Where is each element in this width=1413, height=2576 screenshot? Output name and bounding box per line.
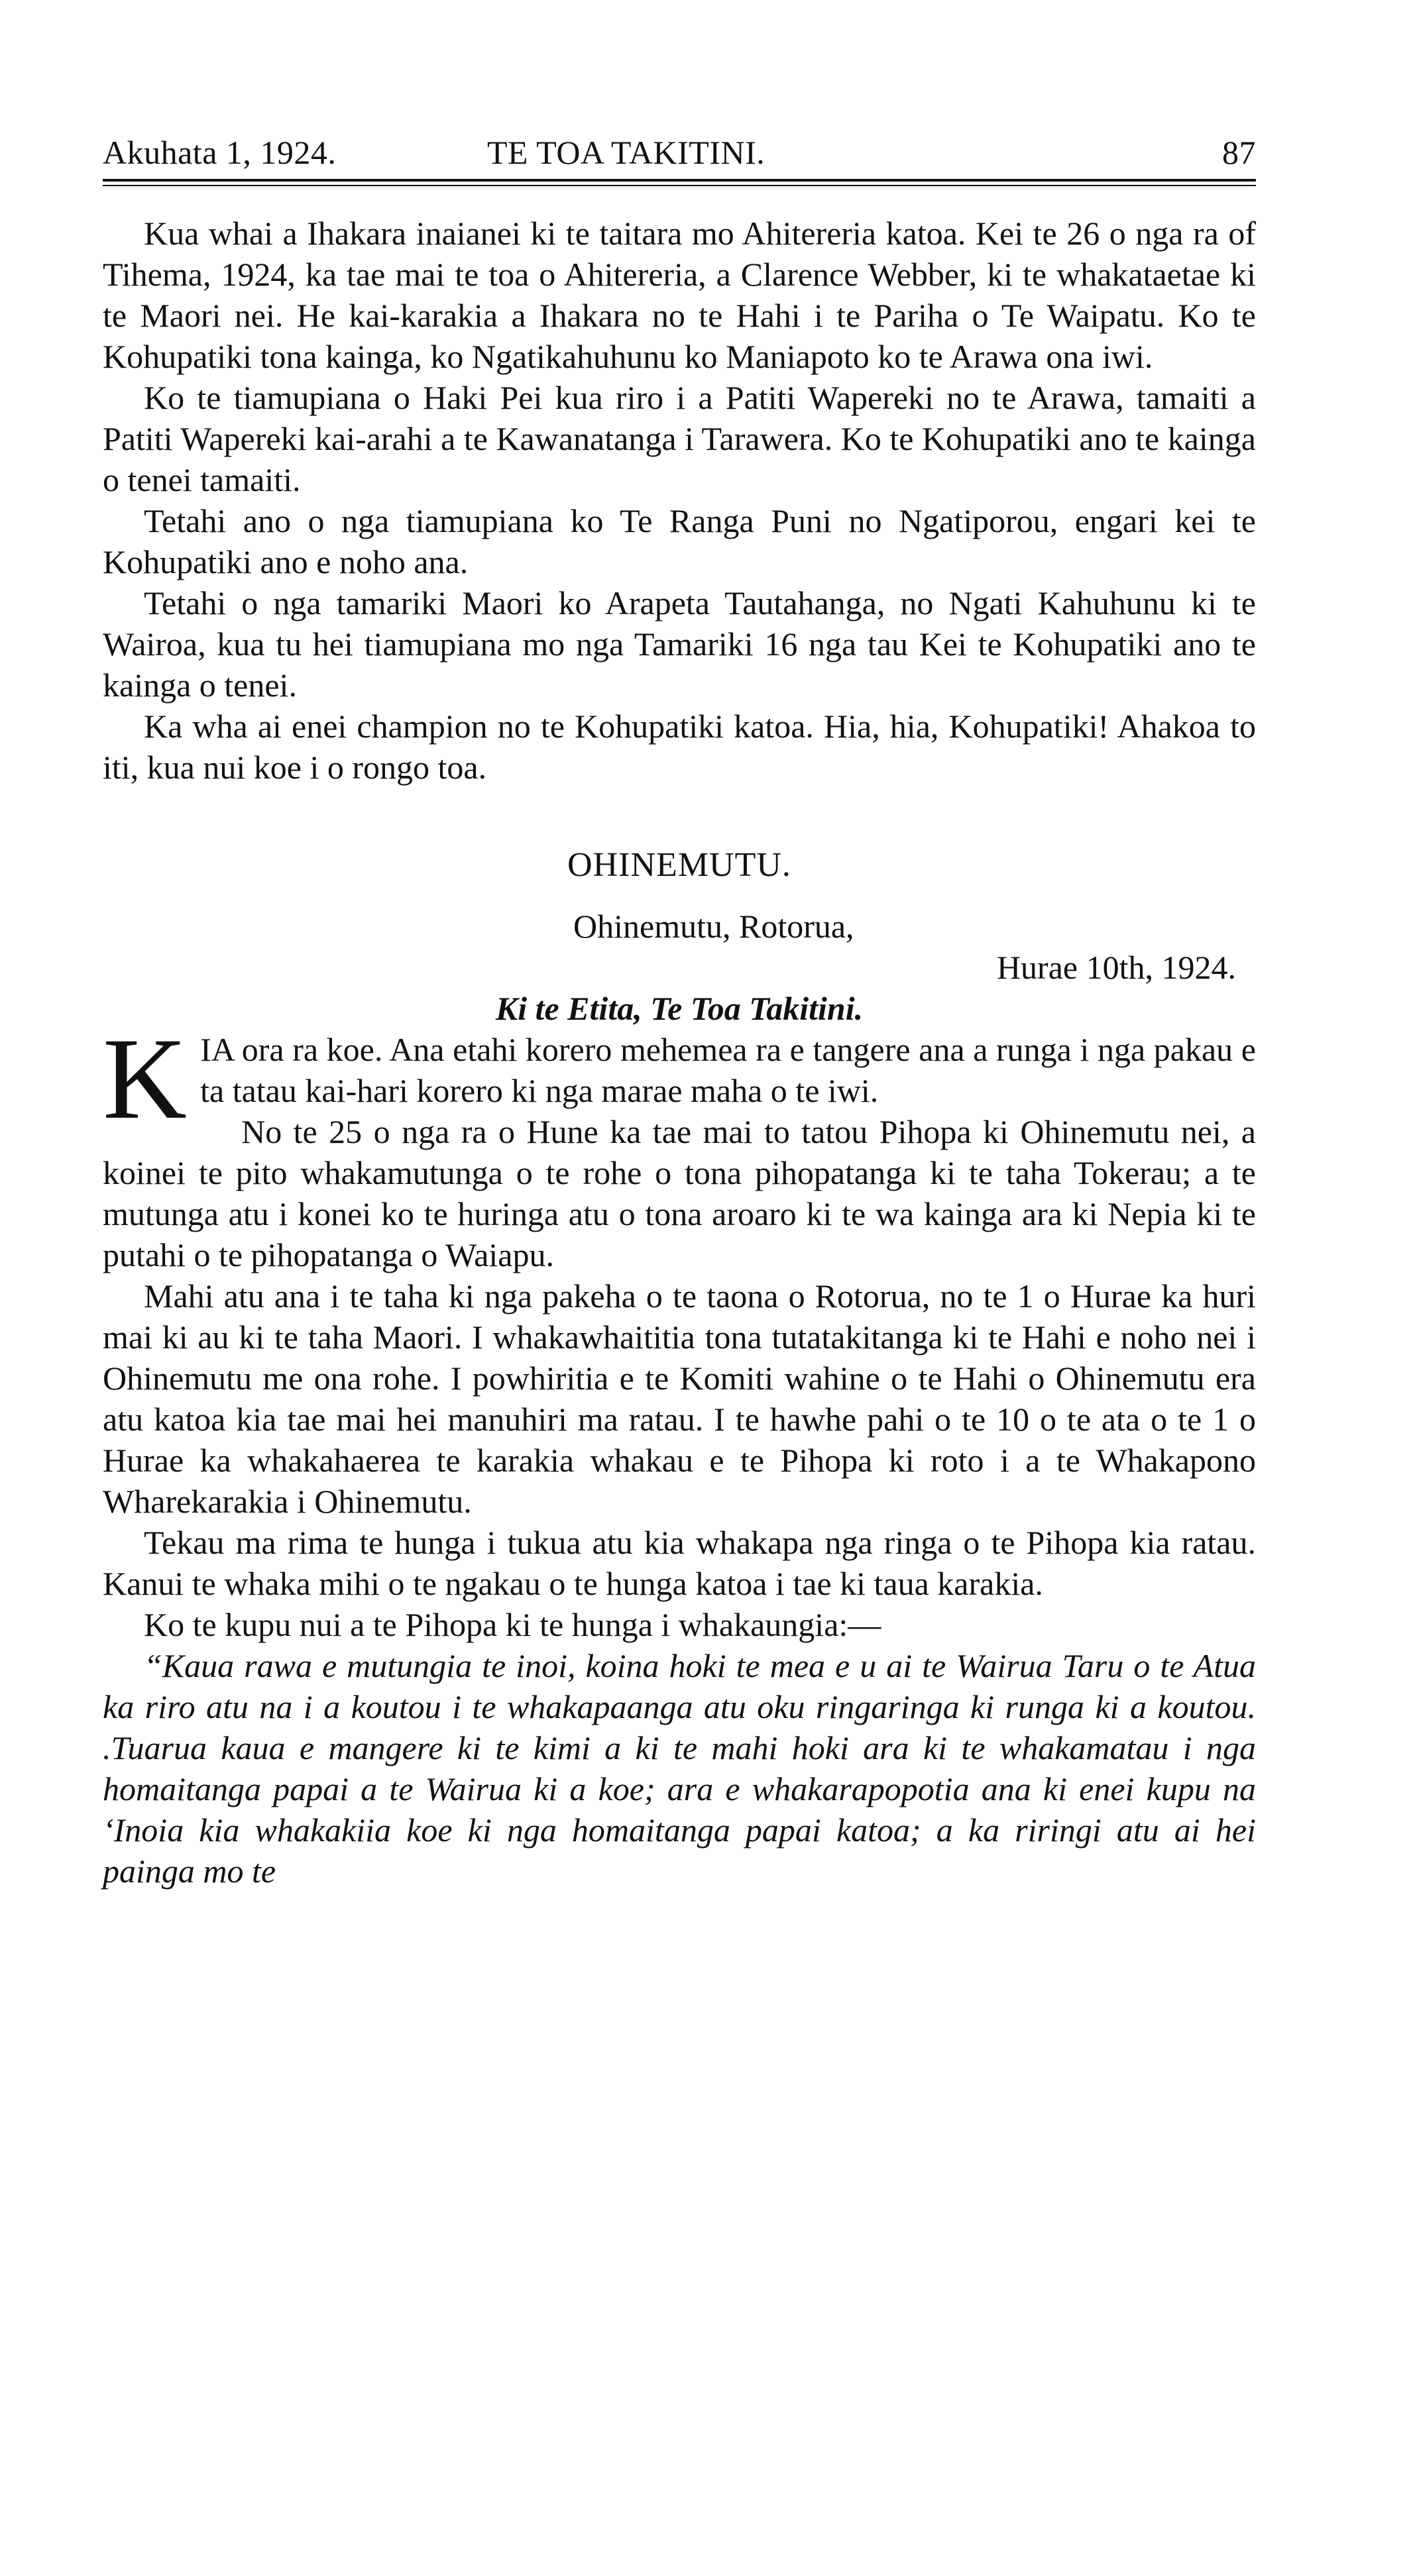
quote-paragraph: “Kaua rawa e mutungia te inoi, koina hoki te mea e u ai te Wairua Taru o te Atua ka riro atu na i a koutou i te whakapaanga atu oku ringaringa ki runga ki a koutou. .Tuarua kaua e mangere ki te kimi a ki te mahi hoki ara ki te whakamatau i nga homaitanga papai a te Wairua ki a koe; ara e whakarapopotia ana ki enei kupu na ‘Inoia kia whakakiia koe ki nga homaitanga papai katoa; a ka riringi atu ai hei painga mo te: [103, 1647, 1256, 1890]
paragraph: Tekau ma rima te hunga i tukua atu kia whakapa nga ringa o te Pihopa kia ratau. Kanui te whaka mihi o te ngakau o te hunga katoa i tae ki taua karakia.: [103, 1524, 1256, 1602]
page-number: 87: [1222, 134, 1256, 171]
document-page: [103, 133, 1256, 1892]
paragraph: Ko te kupu nui a te Pihopa ki te hunga i whakaungia:—: [144, 1606, 881, 1643]
letter-opening: [103, 1014, 1256, 1144]
letter-date: Hurae 10th, 1924.: [996, 949, 1236, 986]
bishop-quote: [103, 1645, 1256, 1892]
paragraph: Kua whai a Ihakara inaianei ki te taitara mo Ahitereria katoa. Kei te 26 o nga ra of Tihema, 1924, ka tae mai te toa o Ahitereria, a Clarence Webber, ki te whakataetae ki te Maori nei. He kai-karakia a Ihakara no te Hahi i te Pariha o Te Waipatu. Ko te Kohupatiki tona kainga, ko Ngatikahuhunu ko Maniapoto ko te Arawa ona iwi.: [103, 215, 1256, 375]
paragraph: IA ora ra koe. Ana etahi korero mehemea ra e tangere ana a runga i nga pakau e ta tatau kai-hari korero ki nga marae maha o te iwi.: [200, 1031, 1256, 1109]
header-rule-thin: [103, 185, 1256, 186]
article-continuation: [103, 213, 1256, 788]
header-rule: [103, 179, 1256, 182]
drop-cap: K: [103, 1014, 188, 1144]
paragraph: Ko te tiamupiana o Haki Pei kua riro i a Patiti Wapereki no te Arawa, tamaiti a Patiti Wapereki kai-arahi a te Kawanatanga i Tarawera. Ko te Kohupatiki ano te kainga o tenei tamaiti.: [103, 379, 1256, 498]
header-date: Akuhata 1, 1924.: [103, 134, 337, 171]
header-title: TE TOA TAKITINI.: [487, 134, 765, 171]
paragraph: Mahi atu ana i te taha ki nga pakeha o te taona o Rotorua, no te 1 o Hurae ka huri mai ki au ki te taha Maori. I whakawhaititia tona tutatakitanga ki te Hahi e noho nei i Ohinemutu me ona rohe. I powhiritia e te Komiti wahine o te Hahi o Ohinemutu era atu katoa kia tae mai hei manuhiri ma ratau. I te hawhe pahi o te 10 o te ata o te 1 o Hurae ka whakahaerea te karakia whakau e te Pihopa ki roto i a te Whakapono Wharekarakia i Ohinemutu.: [103, 1277, 1256, 1520]
paragraph: Ka wha ai enei champion no te Kohupatiki katoa. Hia, hia, Kohupatiki! Ahakoa to iti, kua nui koe i o rongo toa.: [103, 708, 1256, 786]
paragraph: No te 25 o nga ra o Hune ka tae mai to tatou Pihopa ki Ohinemutu nei, a koinei te pito whakamutunga o te rohe o tona pihopatanga ki te taha Tokerau; a te mutunga atu i konei ko te huringa atu o tona aroaro ki te wa kainga ara ki Nepia ki te putahi o te pihopatanga o Waiapu.: [103, 1113, 1256, 1273]
letter-body: [103, 1111, 1256, 1645]
paragraph: Tetahi ano o nga tiamupiana ko Te Ranga Puni no Ngatiporou, engari kei te Kohupatiki ano e noho ana.: [103, 502, 1256, 580]
paragraph: Tetahi o nga tamariki Maori ko Arapeta Tautahanga, no Ngati Kahuhunu ki te Wairoa, kua tu hei tiamupiana mo nga Tamariki 16 nga tau Kei te Kohupatiki ano te kainga o tenei.: [103, 584, 1256, 704]
section-title: OHINEMUTU.: [567, 846, 791, 884]
page-header: [103, 133, 1256, 172]
letter-salutation: Ki te Etita, Te Toa Takitini.: [495, 990, 864, 1027]
letter-location: Ohinemutu, Rotorua,: [573, 908, 854, 945]
